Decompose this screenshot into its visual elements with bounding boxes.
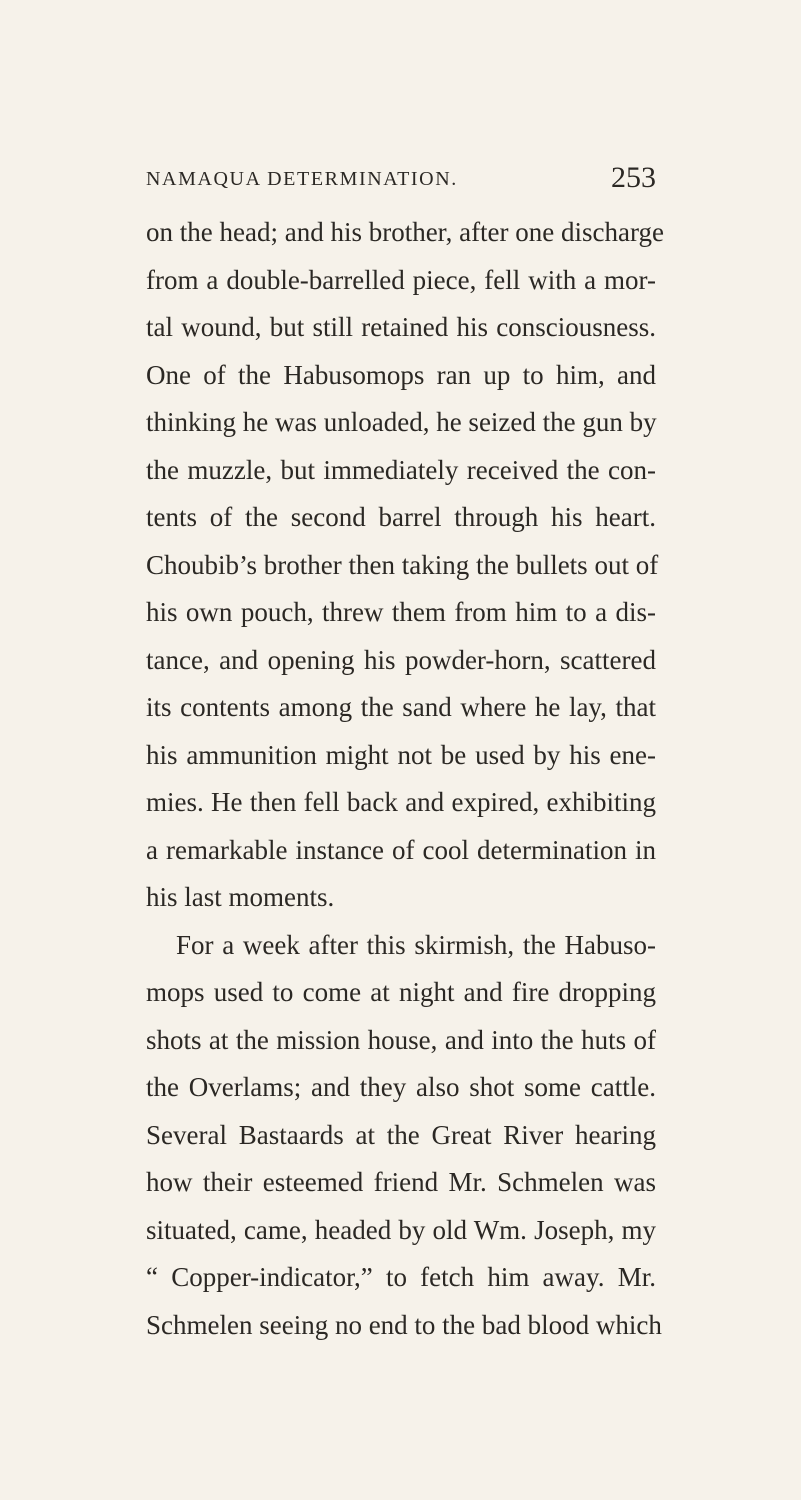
text-line: thinking he was unloaded, he seized the gun by	[146, 407, 657, 437]
text-line: from a double-barrelled piece, fell with a mor-	[146, 264, 656, 295]
body-text	[146, 209, 664, 1349]
text-line: Several Bastaards at the Great River hearing	[146, 1119, 656, 1150]
text-line: Schmelen seeing no end to the bad blood which	[146, 1309, 662, 1340]
text-line: the muzzle, but immediately received the con-	[146, 454, 656, 485]
running-head	[146, 161, 656, 194]
text-line: Choubib’s brother then taking the bullets out of	[146, 549, 659, 580]
text-line: on the head; and his brother, after one discharge	[146, 217, 664, 247]
text-line: One of the Habusomops ran up to him, and	[146, 359, 656, 390]
page-number: 253	[611, 161, 656, 194]
text-line: tal wound, but still retained his consciousness.	[146, 312, 656, 342]
paragraph-end-line: his last moments.	[146, 882, 335, 912]
text-line: his ammunition might not be used by his ene-	[146, 739, 656, 770]
paragraph-start-line: For a week after this skirmish, the Habuso-	[176, 929, 656, 960]
text-line: “ Copper-indicator,” to fetch him away. Mr.	[146, 1262, 656, 1292]
text-line: how their esteemed friend Mr. Schmelen was	[146, 1167, 656, 1197]
text-line: its contents among the sand where he lay, that	[146, 692, 656, 722]
text-line: shots at the mission house, and into the huts of	[146, 1024, 656, 1055]
text-line: his own pouch, threw them from him to a dis-	[146, 597, 656, 627]
text-line: tents of the second barrel through his heart.	[146, 502, 656, 532]
running-title: NAMAQUA DETERMINATION.	[146, 168, 458, 190]
text-line: mies. He then fell back and expired, exhibiting	[146, 787, 656, 817]
text-line: the Overlams; and they also shot some cattle.	[146, 1072, 656, 1102]
text-line: a remarkable instance of cool determination in	[146, 834, 656, 865]
text-line: mops used to come at night and fire dropping	[146, 977, 656, 1007]
text-line: situated, came, headed by old Wm. Joseph, my	[146, 1214, 656, 1245]
text-line: tance, and opening his powder-horn, scattered	[146, 644, 656, 675]
